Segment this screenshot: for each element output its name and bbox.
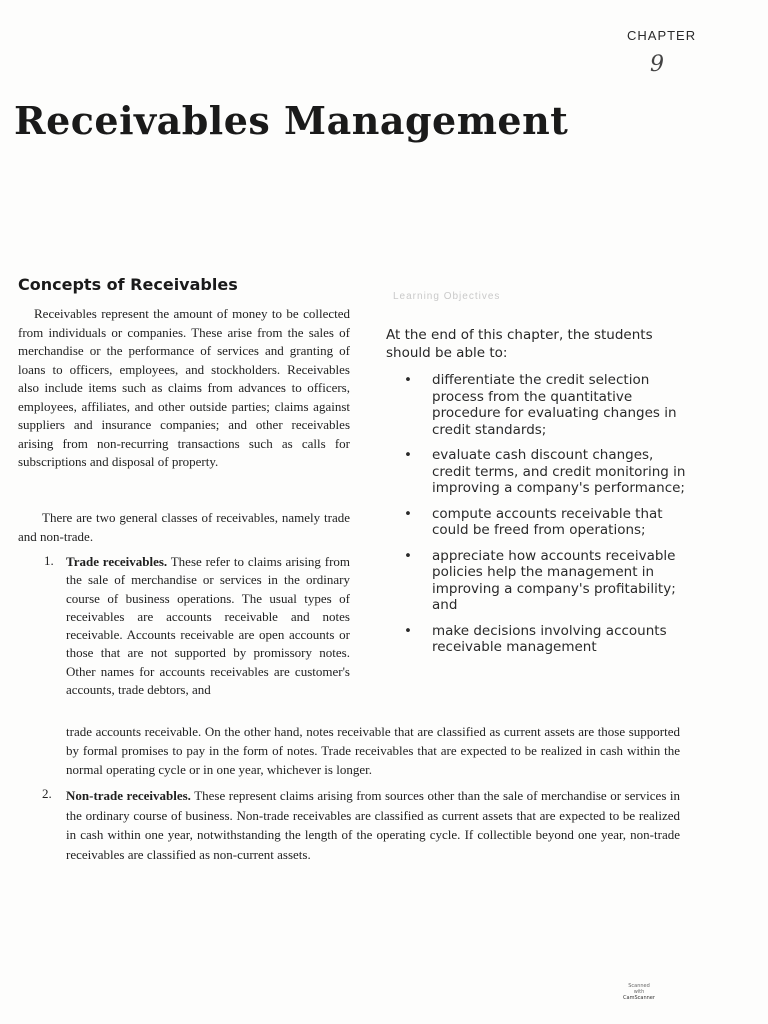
objectives-intro: At the end of this chapter, the students should be able to: [386, 327, 653, 361]
list-item [386, 372, 686, 438]
list-item [386, 506, 686, 539]
trade-receivables-item [66, 553, 350, 699]
list-item [386, 548, 686, 614]
scanner-stamp [623, 983, 655, 1009]
trade-receivables-term: Trade receivables. [66, 554, 168, 569]
list-item [386, 623, 686, 656]
bullet-icon: • [404, 372, 412, 388]
objective-text: make decisions involving accounts receivable management [432, 622, 667, 655]
stamp-line1: Scanned with [628, 983, 650, 995]
non-trade-receivables-item [66, 786, 680, 864]
chapter-number: 9 [650, 52, 664, 77]
objective-text: compute accounts receivable that could be freed from operations; [432, 505, 663, 538]
bullet-icon: • [404, 547, 412, 564]
trade-receivables-continuation: trade accounts receivable. On the other hand, notes receivable that are classified as current assets are those supported by formal promises to pay in the form of notes. Trade receivables that are expected to be realized in cash within the normal operating cycle or in one year, whichever is longer. [66, 724, 680, 777]
list-number-1: 1. [44, 553, 54, 568]
paragraph-classes: There are two general classes of receivables, namely trade and non-trade. [18, 510, 350, 544]
page-title: Receivables Management [14, 98, 569, 143]
paragraph-receivables-definition: Receivables represent the amount of money to be collected from individuals or companies. These arise from the sales of merchandise or the performance of services and granting of loans to officers, employees, and stockholders. Receivables also include items such as claims from advances to officers, employees, affiliates, and other outside parties; claims against suppliers and insurance companies; and other receivables arising from non-recurring transactions such as calls for subscriptions and disposal of property. [18, 306, 350, 469]
objectives-faded-heading: Learning Objectives [393, 291, 501, 302]
bullet-icon: • [404, 622, 412, 639]
bullet-icon: • [404, 447, 412, 463]
chapter-label: CHAPTER [627, 28, 697, 43]
objectives-list [386, 372, 686, 665]
trade-receivables-text: These refer to claims arising from the sale of merchandise or services in the ordinary course of business operations. The usual types of receivables are accounts receivable and notes receivable. Accounts receivable are open accounts or those that are not supported by promissory notes. Other names for accounts receivables are customer's accounts, trade debtors, and [66, 554, 351, 698]
list-item [386, 447, 686, 497]
non-trade-receivables-text: These represent claims arising from sources other than the sale of merchandise or services in the ordinary course of business. Non-trade receivables are classified as current assets that are expected to be realized in cash within one year, notwithstanding the length of the operating cycle. If collectible beyond one year, non-trade receivables are classified as non-current assets. [66, 788, 681, 862]
bullet-icon: • [404, 505, 412, 522]
objective-text: evaluate cash discount changes, credit terms, and credit monitoring in improving a company's performance; [432, 447, 686, 496]
non-trade-receivables-term: Non-trade receivables. [66, 788, 191, 803]
objective-text: appreciate how accounts receivable policies help the management in improving a company's profitability; and [432, 547, 676, 613]
section-heading: Concepts of Receivables [18, 275, 238, 294]
list-number-2: 2. [42, 786, 52, 801]
objective-text: differentiate the credit selection process from the quantitative procedure for evaluating changes in credit standards; [432, 372, 677, 438]
camscanner-logo-icon: CamScanner [623, 995, 655, 1001]
